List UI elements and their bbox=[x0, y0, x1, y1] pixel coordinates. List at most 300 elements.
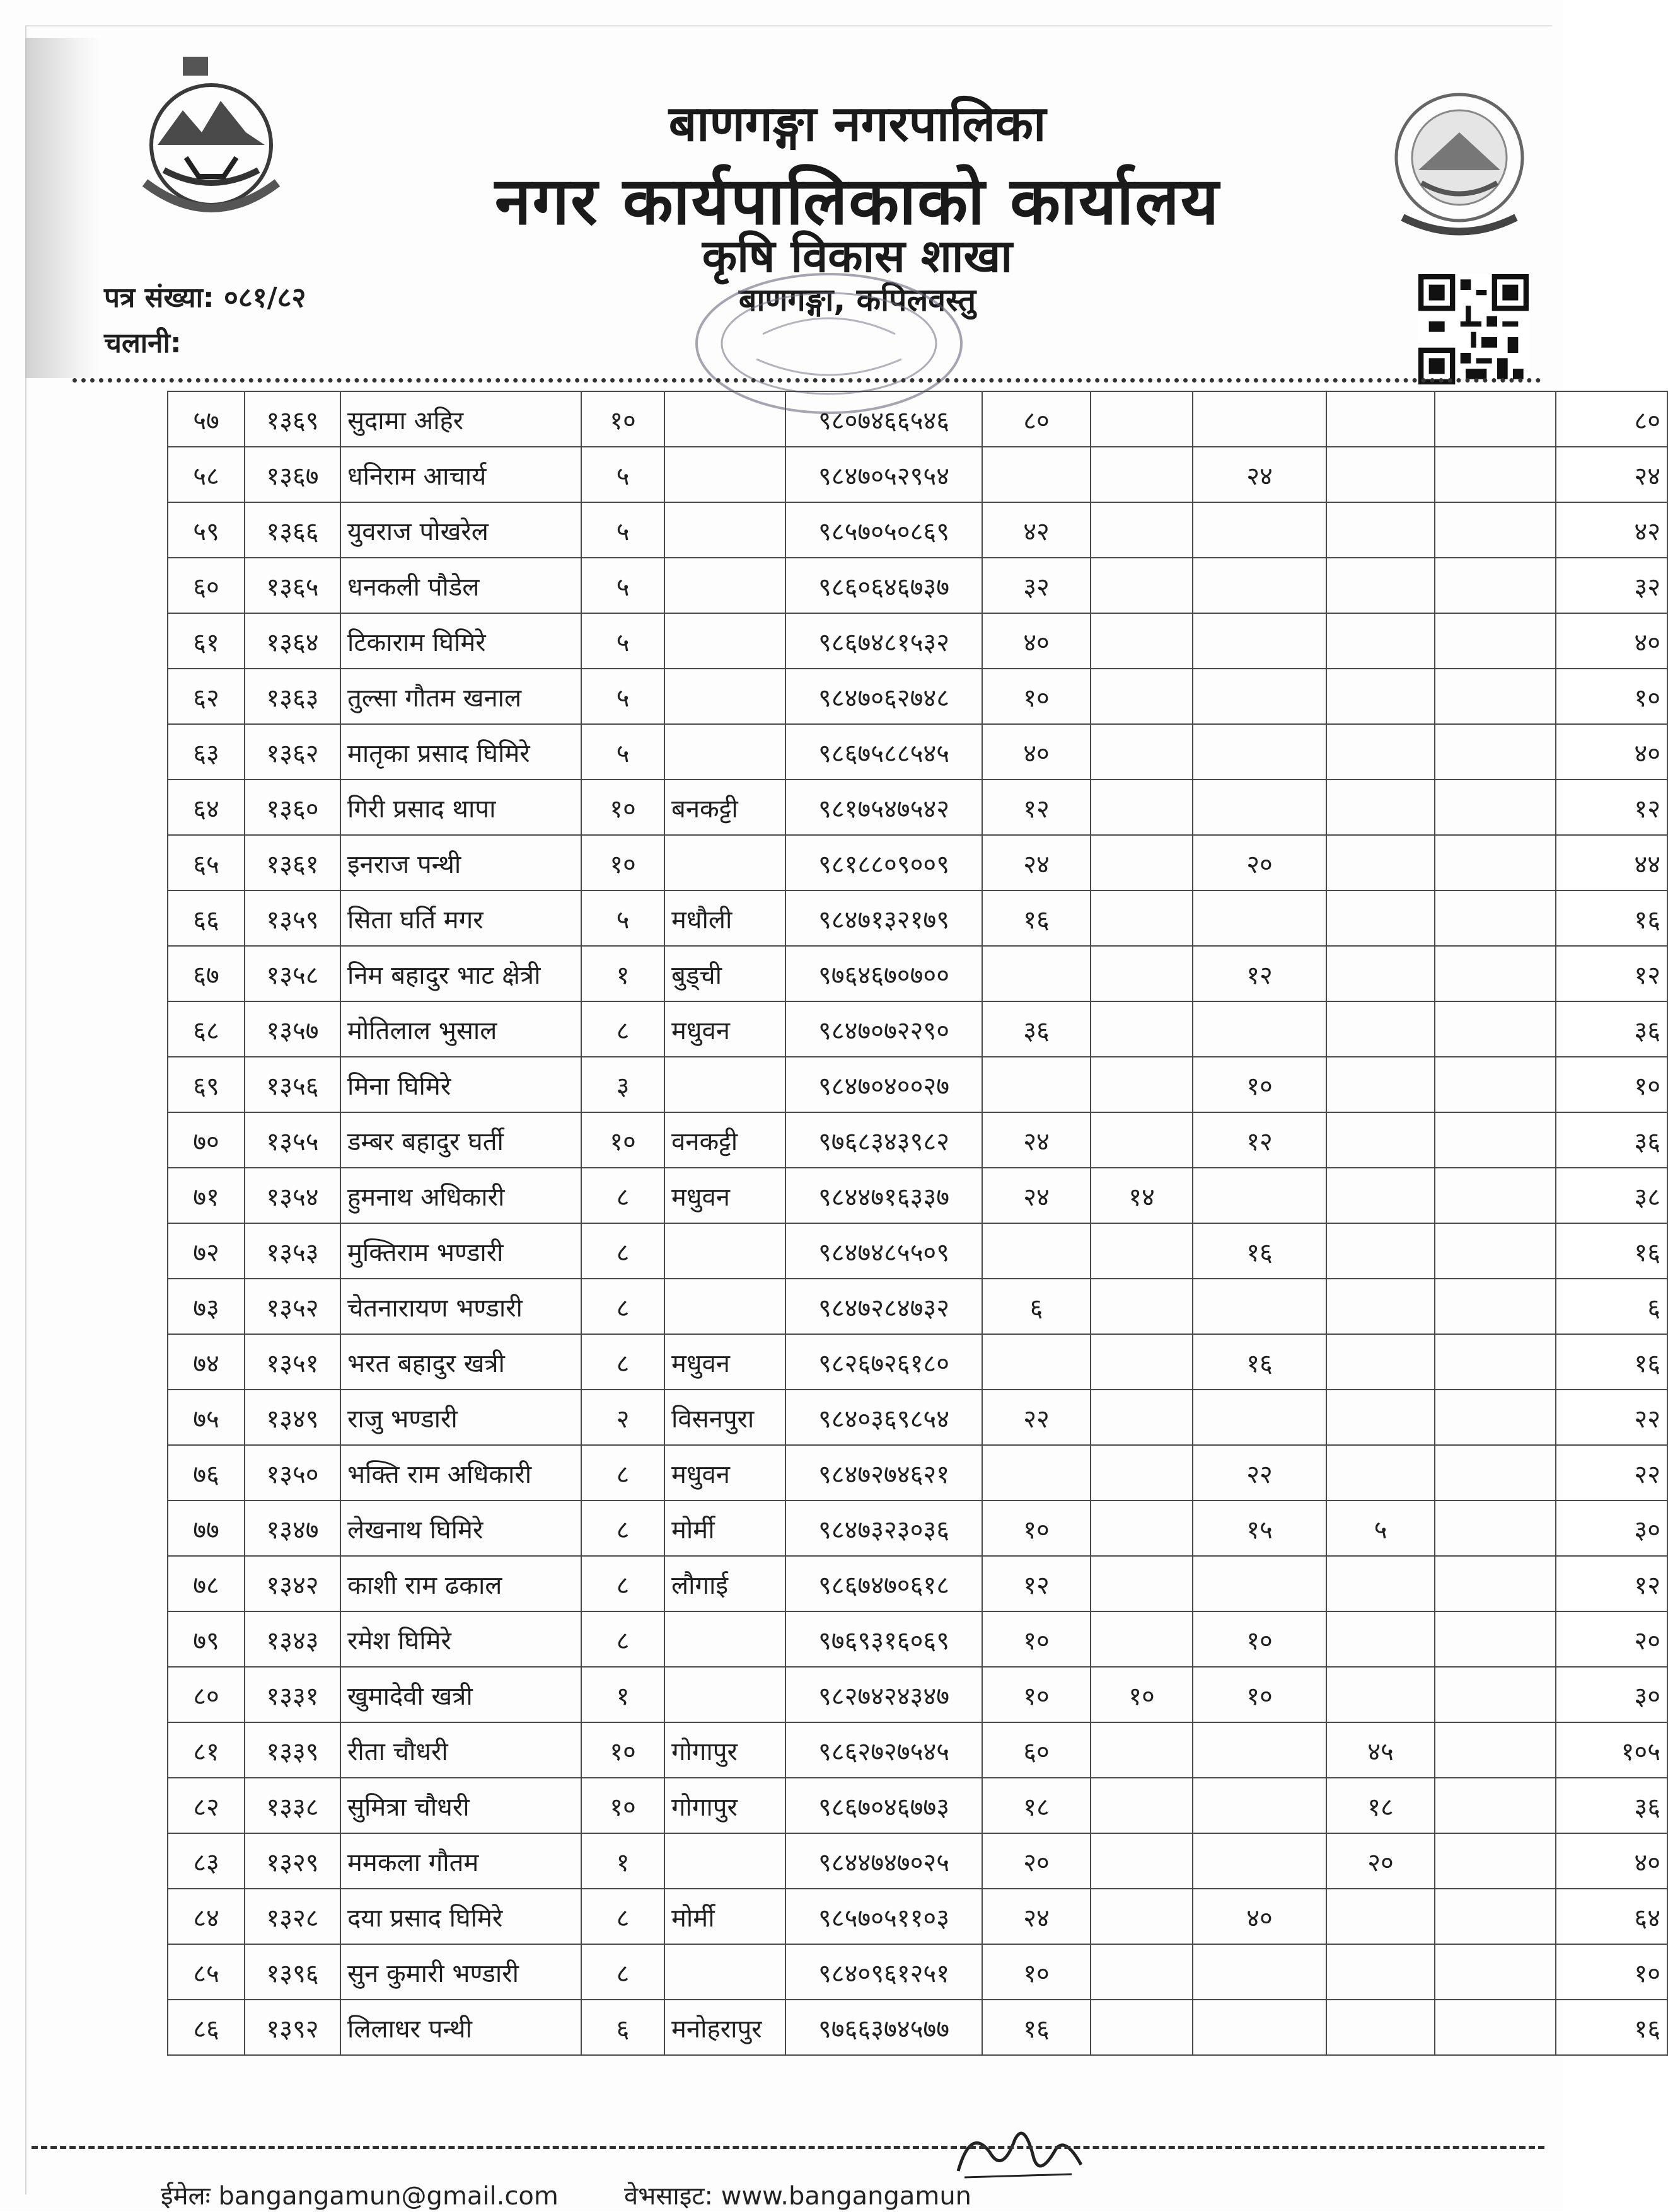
table-row bbox=[168, 1501, 1667, 1556]
ward-cell: ५ bbox=[581, 613, 664, 669]
tole-cell bbox=[664, 1223, 785, 1279]
table-row bbox=[168, 613, 1667, 669]
amount-b-cell: १० bbox=[1091, 1667, 1193, 1722]
office-name: नगर कार्यपालिकाको कार्यालय bbox=[494, 163, 1220, 239]
serial-number-cell: ७४ bbox=[168, 1334, 245, 1390]
dispatch-label: चलानी: bbox=[104, 327, 182, 359]
serial-number-cell: ७८ bbox=[168, 1556, 245, 1611]
amount-a-cell bbox=[982, 447, 1091, 502]
farmer-name-cell: रमेश घिमिरे bbox=[340, 1611, 581, 1667]
amount-e-cell bbox=[1435, 946, 1556, 1001]
table-row bbox=[168, 1833, 1667, 1889]
amount-b-cell bbox=[1091, 2000, 1193, 2055]
registration-number-cell: १३५९ bbox=[245, 890, 340, 946]
amount-a-cell: ४२ bbox=[982, 502, 1091, 558]
phone-cell: ९८६७४७०६१८ bbox=[785, 1556, 982, 1611]
amount-e-cell bbox=[1435, 890, 1556, 946]
serial-number-cell: ८१ bbox=[168, 1722, 245, 1778]
amount-a-cell: १२ bbox=[982, 1556, 1091, 1611]
registration-number-cell: १३५२ bbox=[245, 1279, 340, 1334]
farmer-name-cell: सुमित्रा चौधरी bbox=[340, 1778, 581, 1833]
total-cell: ४० bbox=[1556, 613, 1667, 669]
tole-cell: गोगापुर bbox=[664, 1778, 785, 1833]
amount-e-cell bbox=[1435, 1778, 1556, 1833]
amount-d-cell bbox=[1326, 1611, 1435, 1667]
registration-number-cell: १३३१ bbox=[245, 1667, 340, 1722]
tole-cell bbox=[664, 1279, 785, 1334]
table-row bbox=[168, 558, 1667, 613]
letter-number-label: पत्र संख्या: bbox=[104, 282, 214, 314]
ward-cell: १ bbox=[581, 1833, 664, 1889]
amount-e-cell bbox=[1435, 835, 1556, 890]
ward-cell: १० bbox=[581, 780, 664, 835]
amount-c-cell: १० bbox=[1193, 1057, 1326, 1112]
registration-number-cell: १३४७ bbox=[245, 1501, 340, 1556]
ward-cell: १ bbox=[581, 946, 664, 1001]
ward-cell: ८ bbox=[581, 1944, 664, 2000]
amount-d-cell: ४५ bbox=[1326, 1722, 1435, 1778]
serial-number-cell: ७७ bbox=[168, 1501, 245, 1556]
tole-cell bbox=[664, 558, 785, 613]
tole-cell: मोर्मी bbox=[664, 1889, 785, 1944]
amount-a-cell: १० bbox=[982, 1501, 1091, 1556]
amount-c-cell bbox=[1193, 613, 1326, 669]
farmer-name-cell: रीता चौधरी bbox=[340, 1722, 581, 1778]
table-row bbox=[168, 1334, 1667, 1390]
registration-number-cell: १३६२ bbox=[245, 724, 340, 780]
ward-cell: ८ bbox=[581, 1168, 664, 1223]
registration-number-cell: १३५६ bbox=[245, 1057, 340, 1112]
total-cell: १० bbox=[1556, 1057, 1667, 1112]
phone-cell: ९७६९३१६०६९ bbox=[785, 1611, 982, 1667]
amount-a-cell: १२ bbox=[982, 780, 1091, 835]
amount-b-cell bbox=[1091, 1001, 1193, 1057]
total-cell: ४४ bbox=[1556, 835, 1667, 890]
footer-email: ईमेलः bangangamun@gmail.com bbox=[161, 2182, 559, 2211]
footer-divider bbox=[32, 2146, 1544, 2149]
amount-d-cell bbox=[1326, 890, 1435, 946]
amount-c-cell bbox=[1193, 1833, 1326, 1889]
total-cell: ३६ bbox=[1556, 1112, 1667, 1168]
phone-cell: ९८६७४८१५३२ bbox=[785, 613, 982, 669]
amount-a-cell: १० bbox=[982, 1667, 1091, 1722]
amount-b-cell bbox=[1091, 1722, 1193, 1778]
amount-e-cell bbox=[1435, 2000, 1556, 2055]
amount-c-cell bbox=[1193, 1778, 1326, 1833]
phone-cell: ९७६६३७४५७७ bbox=[785, 2000, 982, 2055]
amount-d-cell bbox=[1326, 1445, 1435, 1501]
table-row bbox=[168, 1168, 1667, 1223]
phone-cell: ९८४०९६१२५१ bbox=[785, 1944, 982, 2000]
registration-number-cell: १३३९ bbox=[245, 1722, 340, 1778]
total-cell: १० bbox=[1556, 1944, 1667, 2000]
tole-cell: वनकट्टी bbox=[664, 1112, 785, 1168]
amount-e-cell bbox=[1435, 1611, 1556, 1667]
farmer-name-cell: खुमादेवी खत्री bbox=[340, 1667, 581, 1722]
phone-cell: ९८४४७४७०२५ bbox=[785, 1833, 982, 1889]
table-row bbox=[168, 1889, 1667, 1944]
ward-cell: ८ bbox=[581, 1556, 664, 1611]
serial-number-cell: ५९ bbox=[168, 502, 245, 558]
registration-number-cell: १३६९ bbox=[245, 391, 340, 447]
amount-e-cell bbox=[1435, 1722, 1556, 1778]
amount-b-cell bbox=[1091, 669, 1193, 724]
amount-e-cell bbox=[1435, 780, 1556, 835]
farmer-name-cell: मोतिलाल भुसाल bbox=[340, 1001, 581, 1057]
header-divider bbox=[72, 378, 1541, 383]
serial-number-cell: ७५ bbox=[168, 1390, 245, 1445]
serial-number-cell: ६६ bbox=[168, 890, 245, 946]
table-row bbox=[168, 1667, 1667, 1722]
amount-b-cell bbox=[1091, 724, 1193, 780]
farmer-name-cell: गिरी प्रसाद थापा bbox=[340, 780, 581, 835]
farmer-name-cell: भरत बहादुर खत्री bbox=[340, 1334, 581, 1390]
amount-b-cell bbox=[1091, 890, 1193, 946]
amount-d-cell bbox=[1326, 946, 1435, 1001]
farmer-name-cell: राजु भण्डारी bbox=[340, 1390, 581, 1445]
registration-number-cell: १३४२ bbox=[245, 1556, 340, 1611]
ward-cell: ५ bbox=[581, 447, 664, 502]
serial-number-cell: ६७ bbox=[168, 946, 245, 1001]
amount-e-cell bbox=[1435, 447, 1556, 502]
total-cell: १२ bbox=[1556, 780, 1667, 835]
farmer-name-cell: टिकाराम घिमिरे bbox=[340, 613, 581, 669]
amount-a-cell: ४० bbox=[982, 613, 1091, 669]
amount-c-cell bbox=[1193, 1944, 1326, 2000]
serial-number-cell: ७० bbox=[168, 1112, 245, 1168]
phone-cell: ९८४७२७४६२१ bbox=[785, 1445, 982, 1501]
amount-c-cell: २० bbox=[1193, 835, 1326, 890]
farmer-name-cell: सुदामा अहिर bbox=[340, 391, 581, 447]
amount-a-cell bbox=[982, 946, 1091, 1001]
table-row bbox=[168, 1611, 1667, 1667]
tole-cell bbox=[664, 669, 785, 724]
phone-cell: ९८१७५४७५४२ bbox=[785, 780, 982, 835]
phone-cell: ९८२७४२४३४७ bbox=[785, 1667, 982, 1722]
phone-cell: ९८४७०४००२७ bbox=[785, 1057, 982, 1112]
amount-a-cell: २४ bbox=[982, 835, 1091, 890]
table-row bbox=[168, 669, 1667, 724]
amount-c-cell: १२ bbox=[1193, 1112, 1326, 1168]
table-row bbox=[168, 391, 1667, 447]
phone-cell: ९८४७२८४७३२ bbox=[785, 1279, 982, 1334]
ward-cell: १ bbox=[581, 1667, 664, 1722]
tole-cell: मनोहरापुर bbox=[664, 2000, 785, 2055]
phone-cell: ९८४०३६९८५४ bbox=[785, 1390, 982, 1445]
table-row bbox=[168, 502, 1667, 558]
serial-number-cell: ७१ bbox=[168, 1168, 245, 1223]
amount-e-cell bbox=[1435, 724, 1556, 780]
tole-cell bbox=[664, 1057, 785, 1112]
amount-e-cell bbox=[1435, 1223, 1556, 1279]
registration-number-cell: १३२९ bbox=[245, 1833, 340, 1889]
amount-e-cell bbox=[1435, 1667, 1556, 1722]
serial-number-cell: ६४ bbox=[168, 780, 245, 835]
registration-number-cell: १३५० bbox=[245, 1445, 340, 1501]
serial-number-cell: ७६ bbox=[168, 1445, 245, 1501]
serial-number-cell: ६१ bbox=[168, 613, 245, 669]
office-address: बाणगङ्गा, कपिलवस्तु bbox=[738, 282, 976, 318]
farmer-name-cell: तुल्सा गौतम खनाल bbox=[340, 669, 581, 724]
phone-cell: ९८४७०७२२९० bbox=[785, 1001, 982, 1057]
farmer-name-cell: लिलाधर पन्थी bbox=[340, 2000, 581, 2055]
total-cell: १६ bbox=[1556, 890, 1667, 946]
amount-d-cell bbox=[1326, 1279, 1435, 1334]
farmer-name-cell: सिता घर्ति मगर bbox=[340, 890, 581, 946]
amount-e-cell bbox=[1435, 558, 1556, 613]
amount-b-cell bbox=[1091, 835, 1193, 890]
total-cell: ६४ bbox=[1556, 1889, 1667, 1944]
amount-d-cell bbox=[1326, 1112, 1435, 1168]
farmer-name-cell: लेखनाथ घिमिरे bbox=[340, 1501, 581, 1556]
amount-b-cell bbox=[1091, 1112, 1193, 1168]
phone-cell: ९८६७०४६७७३ bbox=[785, 1778, 982, 1833]
amount-e-cell bbox=[1435, 1390, 1556, 1445]
amount-c-cell bbox=[1193, 1001, 1326, 1057]
farmer-name-cell: मिना घिमिरे bbox=[340, 1057, 581, 1112]
tole-cell bbox=[664, 391, 785, 447]
registration-number-cell: १३५१ bbox=[245, 1334, 340, 1390]
amount-e-cell bbox=[1435, 1112, 1556, 1168]
amount-c-cell bbox=[1193, 502, 1326, 558]
total-cell: ३० bbox=[1556, 1667, 1667, 1722]
table-row bbox=[168, 1112, 1667, 1168]
serial-number-cell: ६३ bbox=[168, 724, 245, 780]
amount-d-cell bbox=[1326, 1889, 1435, 1944]
amount-a-cell bbox=[982, 1445, 1091, 1501]
amount-a-cell: १० bbox=[982, 1944, 1091, 2000]
amount-e-cell bbox=[1435, 1889, 1556, 1944]
tole-cell bbox=[664, 502, 785, 558]
amount-c-cell bbox=[1193, 1722, 1326, 1778]
serial-number-cell: ६५ bbox=[168, 835, 245, 890]
farmer-name-cell: युवराज पोखरेल bbox=[340, 502, 581, 558]
ward-cell: १० bbox=[581, 1112, 664, 1168]
amount-c-cell bbox=[1193, 1390, 1326, 1445]
farmer-name-cell: काशी राम ढकाल bbox=[340, 1556, 581, 1611]
tole-cell: मधुवन bbox=[664, 1168, 785, 1223]
total-cell: १६ bbox=[1556, 1223, 1667, 1279]
farmer-name-cell: चेतनारायण भण्डारी bbox=[340, 1279, 581, 1334]
table-row bbox=[168, 1057, 1667, 1112]
registration-number-cell: १३६१ bbox=[245, 835, 340, 890]
tole-cell: मोर्मी bbox=[664, 1501, 785, 1556]
amount-a-cell: २४ bbox=[982, 1112, 1091, 1168]
total-cell: २० bbox=[1556, 1611, 1667, 1667]
tole-cell: बनकट्टी bbox=[664, 780, 785, 835]
amount-e-cell bbox=[1435, 1833, 1556, 1889]
amount-d-cell bbox=[1326, 1057, 1435, 1112]
beneficiary-table bbox=[167, 391, 1668, 2056]
table-row bbox=[168, 1778, 1667, 1833]
amount-c-cell bbox=[1193, 669, 1326, 724]
amount-c-cell: १६ bbox=[1193, 1334, 1326, 1390]
amount-a-cell bbox=[982, 1223, 1091, 1279]
serial-number-cell: ६८ bbox=[168, 1001, 245, 1057]
phone-cell: ९८४७०६२७४८ bbox=[785, 669, 982, 724]
ward-cell: ५ bbox=[581, 669, 664, 724]
amount-b-cell bbox=[1091, 502, 1193, 558]
phone-cell: ९८५७०५०८६९ bbox=[785, 502, 982, 558]
total-cell: ३६ bbox=[1556, 1778, 1667, 1833]
amount-b-cell bbox=[1091, 1501, 1193, 1556]
amount-b-cell bbox=[1091, 1334, 1193, 1390]
registration-number-cell: १३६४ bbox=[245, 613, 340, 669]
farmer-name-cell: मुक्तिराम भण्डारी bbox=[340, 1223, 581, 1279]
table-row bbox=[168, 1722, 1667, 1778]
amount-c-cell bbox=[1193, 1168, 1326, 1223]
registration-number-cell: १३६५ bbox=[245, 558, 340, 613]
amount-a-cell: ६ bbox=[982, 1279, 1091, 1334]
amount-d-cell: १८ bbox=[1326, 1778, 1435, 1833]
amount-a-cell: १० bbox=[982, 1611, 1091, 1667]
amount-c-cell bbox=[1193, 391, 1326, 447]
phone-cell: ९८६७५८८५४५ bbox=[785, 724, 982, 780]
amount-d-cell bbox=[1326, 1168, 1435, 1223]
farmer-name-cell: भक्ति राम अधिकारी bbox=[340, 1445, 581, 1501]
amount-d-cell bbox=[1326, 1390, 1435, 1445]
registration-number-cell: १३५३ bbox=[245, 1223, 340, 1279]
table-row bbox=[168, 1556, 1667, 1611]
amount-c-cell bbox=[1193, 2000, 1326, 2055]
serial-number-cell: ८४ bbox=[168, 1889, 245, 1944]
amount-d-cell bbox=[1326, 724, 1435, 780]
total-cell: ३८ bbox=[1556, 1168, 1667, 1223]
amount-d-cell: २० bbox=[1326, 1833, 1435, 1889]
total-cell: १० bbox=[1556, 669, 1667, 724]
amount-b-cell bbox=[1091, 1611, 1193, 1667]
table-row bbox=[168, 890, 1667, 946]
amount-a-cell: १० bbox=[982, 669, 1091, 724]
tole-cell: मधौली bbox=[664, 890, 785, 946]
amount-b-cell bbox=[1091, 1445, 1193, 1501]
farmer-name-cell: हुमनाथ अधिकारी bbox=[340, 1168, 581, 1223]
phone-cell: ९८२६७२६१८० bbox=[785, 1334, 982, 1390]
registration-number-cell: १३६६ bbox=[245, 502, 340, 558]
amount-b-cell bbox=[1091, 558, 1193, 613]
registration-number-cell: १३६७ bbox=[245, 447, 340, 502]
phone-cell: ९८४७४८५५०९ bbox=[785, 1223, 982, 1279]
amount-a-cell: १८ bbox=[982, 1778, 1091, 1833]
farmer-name-cell: धनकली पौडेल bbox=[340, 558, 581, 613]
serial-number-cell: ८० bbox=[168, 1667, 245, 1722]
amount-b-cell bbox=[1091, 1944, 1193, 2000]
amount-d-cell bbox=[1326, 2000, 1435, 2055]
amount-c-cell: ४० bbox=[1193, 1889, 1326, 1944]
total-cell: ४२ bbox=[1556, 502, 1667, 558]
registration-number-cell: १३९२ bbox=[245, 2000, 340, 2055]
amount-d-cell bbox=[1326, 669, 1435, 724]
amount-b-cell bbox=[1091, 391, 1193, 447]
table-row bbox=[168, 1944, 1667, 2000]
municipality-name: बाणगङ्गा नगरपालिका bbox=[668, 96, 1046, 153]
serial-number-cell: ६० bbox=[168, 558, 245, 613]
ward-cell: १० bbox=[581, 835, 664, 890]
serial-number-cell: ८३ bbox=[168, 1833, 245, 1889]
tole-cell: गोगापुर bbox=[664, 1722, 785, 1778]
phone-cell: ९८५७०५११०३ bbox=[785, 1889, 982, 1944]
table-row bbox=[168, 1279, 1667, 1334]
amount-b-cell bbox=[1091, 447, 1193, 502]
table-row bbox=[168, 780, 1667, 835]
ward-cell: ८ bbox=[581, 1501, 664, 1556]
amount-c-cell: १२ bbox=[1193, 946, 1326, 1001]
amount-c-cell bbox=[1193, 780, 1326, 835]
amount-d-cell bbox=[1326, 835, 1435, 890]
total-cell: १६ bbox=[1556, 1334, 1667, 1390]
tole-cell bbox=[664, 613, 785, 669]
table-row bbox=[168, 724, 1667, 780]
phone-cell: ९७६४६७०७०० bbox=[785, 946, 982, 1001]
phone-cell: ९८४७०५२९५४ bbox=[785, 447, 982, 502]
ward-cell: ५ bbox=[581, 724, 664, 780]
total-cell: २४ bbox=[1556, 447, 1667, 502]
amount-e-cell bbox=[1435, 1445, 1556, 1501]
registration-number-cell: १३५४ bbox=[245, 1168, 340, 1223]
tole-cell bbox=[664, 447, 785, 502]
amount-c-cell: १० bbox=[1193, 1611, 1326, 1667]
amount-b-cell bbox=[1091, 780, 1193, 835]
amount-c-cell bbox=[1193, 890, 1326, 946]
total-cell: १२ bbox=[1556, 946, 1667, 1001]
dispatch-number bbox=[104, 323, 182, 360]
amount-e-cell bbox=[1435, 1057, 1556, 1112]
registration-number-cell: १३४३ bbox=[245, 1611, 340, 1667]
amount-b-cell bbox=[1091, 1390, 1193, 1445]
farmer-name-cell: मातृका प्रसाद घिमिरे bbox=[340, 724, 581, 780]
amount-a-cell bbox=[982, 1057, 1091, 1112]
ward-cell: १० bbox=[581, 1722, 664, 1778]
amount-d-cell bbox=[1326, 1944, 1435, 2000]
registration-number-cell: १३५८ bbox=[245, 946, 340, 1001]
ward-cell: ८ bbox=[581, 1001, 664, 1057]
amount-b-cell bbox=[1091, 1833, 1193, 1889]
total-cell: ३० bbox=[1556, 1501, 1667, 1556]
amount-e-cell bbox=[1435, 1334, 1556, 1390]
amount-d-cell bbox=[1326, 1667, 1435, 1722]
tole-cell bbox=[664, 1611, 785, 1667]
ward-cell: ८ bbox=[581, 1889, 664, 1944]
total-cell: ४० bbox=[1556, 1833, 1667, 1889]
total-cell: ६ bbox=[1556, 1279, 1667, 1334]
total-cell: १६ bbox=[1556, 2000, 1667, 2055]
amount-a-cell: ६० bbox=[982, 1722, 1091, 1778]
serial-number-cell: ८६ bbox=[168, 2000, 245, 2055]
serial-number-cell: ६२ bbox=[168, 669, 245, 724]
section-name: कृषि विकास शाखा bbox=[702, 229, 1013, 282]
amount-a-cell bbox=[982, 1334, 1091, 1390]
phone-cell: ९८६२७२७५४५ bbox=[785, 1722, 982, 1778]
letter-number bbox=[104, 277, 306, 315]
total-cell: २२ bbox=[1556, 1390, 1667, 1445]
tole-cell: मधुवन bbox=[664, 1334, 785, 1390]
ward-cell: ५ bbox=[581, 890, 664, 946]
farmer-name-cell: इनराज पन्थी bbox=[340, 835, 581, 890]
amount-d-cell bbox=[1326, 391, 1435, 447]
ward-cell: ८ bbox=[581, 1611, 664, 1667]
amount-a-cell: ३२ bbox=[982, 558, 1091, 613]
registration-number-cell: १३३८ bbox=[245, 1778, 340, 1833]
serial-number-cell: ७३ bbox=[168, 1279, 245, 1334]
amount-d-cell bbox=[1326, 613, 1435, 669]
municipality-logo bbox=[1384, 82, 1535, 252]
amount-e-cell bbox=[1435, 1944, 1556, 2000]
serial-number-cell: ८५ bbox=[168, 1944, 245, 2000]
registration-number-cell: १३६३ bbox=[245, 669, 340, 724]
qr-code bbox=[1418, 274, 1529, 384]
tole-cell: मधुवन bbox=[664, 1445, 785, 1501]
tole-cell bbox=[664, 1833, 785, 1889]
